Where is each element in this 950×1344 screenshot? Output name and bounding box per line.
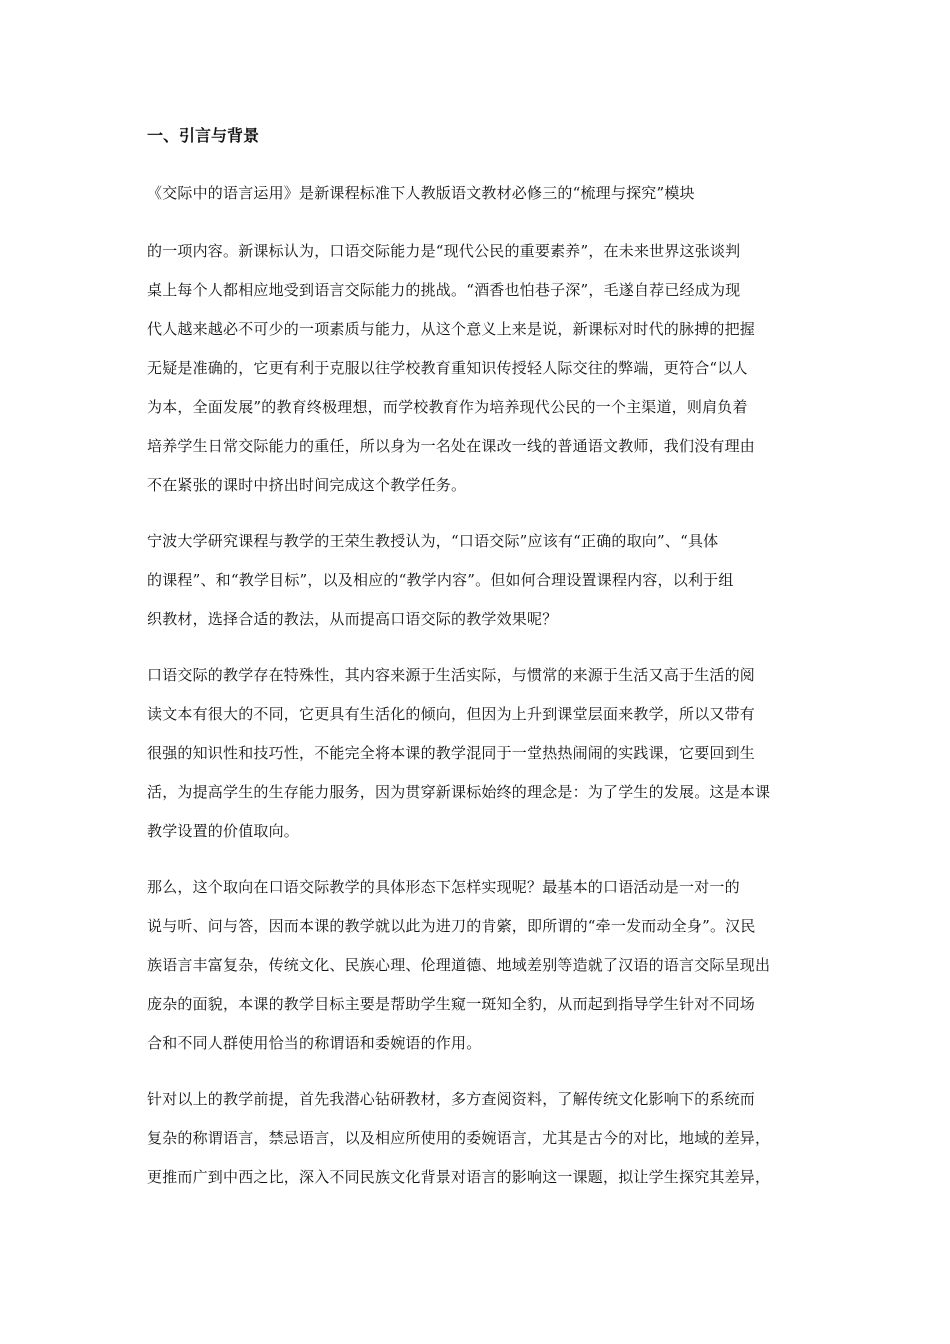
text-line: 《交际中的语言运用》是新课程标准下人教版语文教材必修三的“梳理与探究”模块	[147, 184, 695, 202]
text-line: 很强的知识性和技巧性，不能完全将本课的教学混同于一堂热热闹闹的实践课，它要回到生	[147, 744, 756, 762]
text-line: 教学设置的价值取向。	[147, 822, 300, 840]
text-line: 读文本有很大的不同，它更具有生活化的倾向，但因为上升到课堂层面来教学，所以又带有	[147, 705, 756, 723]
text-line: 更推而广到中西之比，深入不同民族文化背景对语言的影响这一课题，拟让学生探究其差异，	[147, 1168, 771, 1186]
text-line: 口语交际的教学存在特殊性，其内容来源于生活实际，与惯常的来源于生活又高于生活的阅	[147, 666, 756, 684]
text-line: 说与听、问与答，因而本课的教学就以此为进刀的肯綮，即所谓的“牵一发而动全身”。汉民	[147, 917, 756, 935]
text-line: 复杂的称谓语言，禁忌语言，以及相应所使用的委婉语言，尤其是古今的对比，地域的差异，	[147, 1129, 771, 1147]
text-line: 无疑是准确的，它更有利于克服以往学校教育重知识传授轻人际交往的弊端，更符合“以人	[147, 359, 748, 377]
text-line: 庞杂的面貌，本课的教学目标主要是帮助学生窥一斑知全豹，从而起到指导学生针对不同场	[147, 995, 756, 1013]
text-line: 不在紧张的课时中挤出时间完成这个教学任务。	[147, 476, 467, 494]
text-line: 培养学生日常交际能力的重任，所以身为一名处在课改一线的普通语文教师，我们没有理由	[147, 437, 756, 455]
text-line: 的课程”、和“教学目标”，以及相应的“教学内容”。但如何合理设置课程内容，以利于组	[147, 571, 734, 589]
text-line: 织教材，选择合适的教法，从而提高口语交际的教学效果呢？	[147, 610, 558, 628]
text-line: 族语言丰富复杂，传统文化、民族心理、伦理道德、地域差别等造就了汉语的语言交际呈现出	[147, 956, 771, 974]
text-line: 宁波大学研究课程与教学的王荣生教授认为，“口语交际”应该有“正确的取向”、“具体	[147, 532, 719, 550]
text-line: 的一项内容。新课标认为，口语交际能力是“现代公民的重要素养”，在未来世界这张谈判	[147, 242, 741, 260]
text-line: 桌上每个人都相应地受到语言交际能力的挑战。“酒香也怕巷子深”，毛遂自荐已经成为现	[147, 281, 741, 299]
text-line: 那么，这个取向在口语交际教学的具体形态下怎样实现呢？最基本的口语活动是一对一的	[147, 878, 740, 896]
text-line: 代人越来越必不可少的一项素质与能力，从这个意义上来是说，新课标对时代的脉搏的把握	[147, 320, 756, 338]
text-line: 合和不同人群使用恰当的称谓语和委婉语的作用。	[147, 1034, 482, 1052]
section-heading: 一、引言与背景	[147, 126, 260, 145]
text-line: 针对以上的教学前提，首先我潜心钻研教材，多方查阅资料，了解传统文化影响下的系统而	[147, 1090, 756, 1108]
text-line: 为本，全面发展”的教育终极理想，而学校教育作为培养现代公民的一个主渠道，则肩负着	[147, 398, 748, 416]
text-line: 活，为提高学生的生存能力服务，因为贯穿新课标始终的理念是：为了学生的发展。这是本课	[147, 783, 771, 801]
